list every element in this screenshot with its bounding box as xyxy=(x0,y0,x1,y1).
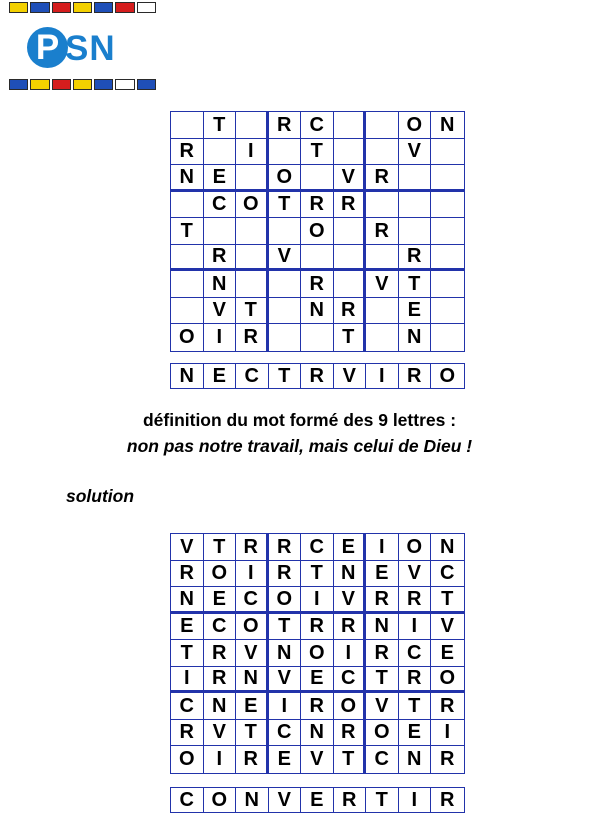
solution-grid-cell: I xyxy=(236,561,269,588)
solution-grid xyxy=(170,533,465,774)
solution-grid-cell: V xyxy=(334,587,367,614)
puzzle-letter-cell: I xyxy=(366,364,399,388)
puzzle-grid-cell: N xyxy=(204,271,237,298)
solution-grid-cell: T xyxy=(399,693,432,720)
puzzle-grid-cell xyxy=(366,298,399,325)
puzzle-grid-cell xyxy=(431,245,464,272)
solution-grid-cell: R xyxy=(334,720,367,747)
solution-grid-cell: C xyxy=(399,640,432,667)
signal-flag-icon xyxy=(137,79,156,90)
solution-grid-cell: C xyxy=(269,720,302,747)
solution-grid-cell: V xyxy=(269,667,302,694)
puzzle-grid-cell xyxy=(431,165,464,192)
solution-grid-cell: R xyxy=(431,693,464,720)
signal-flag-icon xyxy=(137,2,156,13)
puzzle-grid-cell: R xyxy=(366,218,399,245)
solution-grid-cell: O xyxy=(269,587,302,614)
puzzle-grid-cell: V xyxy=(269,245,302,272)
solution-grid-cell: O xyxy=(431,667,464,694)
solution-word-letter-cell: R xyxy=(440,789,455,811)
puzzle-grid-cell xyxy=(366,245,399,272)
solution-grid-cell: R xyxy=(171,720,204,747)
puzzle-grid-cell: T xyxy=(171,218,204,245)
puzzle-letter-cell: T xyxy=(269,364,302,388)
puzzle-grid-cell: R xyxy=(399,245,432,272)
solution-grid-cell: T xyxy=(171,640,204,667)
puzzle-grid-cell xyxy=(399,218,432,245)
puzzle-grid-cell: R xyxy=(171,139,204,166)
solution-grid-cell: O xyxy=(171,746,204,773)
solution-grid-cell: R xyxy=(399,667,432,694)
solution-word-letter-cell: E xyxy=(301,788,334,812)
puzzle-grid-cell xyxy=(204,218,237,245)
puzzle-grid-cell: V xyxy=(334,165,367,192)
puzzle-letter-cell: N xyxy=(171,364,204,388)
puzzle-letters-strip xyxy=(170,363,465,389)
signal-flag-icon xyxy=(73,2,92,13)
puzzle-letter-cell: C xyxy=(236,364,269,388)
solution-grid-cell: R xyxy=(269,534,302,561)
solution-grid-cell: E xyxy=(431,640,464,667)
solution-grid-cell: O xyxy=(366,720,399,747)
solution-word-letter-cell: C xyxy=(171,788,204,812)
definition-line1: définition du mot formé des 9 lettres : xyxy=(142,410,457,430)
solution-grid-cell: N xyxy=(301,720,334,747)
puzzle-grid-cell: N xyxy=(399,324,432,351)
puzzle-grid-cell: R xyxy=(334,192,367,219)
solution-grid-cell: V xyxy=(399,561,432,588)
solution-grid-cell: C xyxy=(236,587,269,614)
solution-grid-cell: R xyxy=(440,748,455,771)
solution-grid-cell: T xyxy=(269,614,302,641)
puzzle-grid-cell: N xyxy=(171,165,204,192)
puzzle-grid-cell: T xyxy=(399,271,432,298)
puzzle-grid-cell xyxy=(366,139,399,166)
solution-grid-cell: R xyxy=(269,561,302,588)
puzzle-grid-cell xyxy=(431,218,464,245)
signal-flag-icon xyxy=(9,79,28,90)
puzzle-grid-cell xyxy=(236,245,269,272)
puzzle-grid-cell xyxy=(236,271,269,298)
solution-grid-cell: V xyxy=(236,640,269,667)
solution-grid-cell: R xyxy=(301,693,334,720)
puzzle-grid-cell: O xyxy=(269,165,302,192)
solution-grid-cell: I xyxy=(301,587,334,614)
puzzle-grid-cell: R xyxy=(236,324,269,351)
puzzle-grid-cell: O xyxy=(171,324,204,351)
solution-grid-cell: N xyxy=(366,614,399,641)
solution-grid-cell: C xyxy=(334,667,367,694)
puzzle-grid-cell xyxy=(171,298,204,325)
puzzle-grid-cell: T xyxy=(204,112,237,139)
puzzle-grid-cell xyxy=(431,139,464,166)
signal-flags-top xyxy=(9,2,156,13)
solution-grid-cell: R xyxy=(366,587,399,614)
puzzle-grid-cell: N xyxy=(301,298,334,325)
puzzle-grid-cell xyxy=(334,271,367,298)
solution-grid-cell: R xyxy=(366,640,399,667)
puzzle-grid-cell: R xyxy=(301,192,334,219)
solution-grid-cell: N xyxy=(236,667,269,694)
solution-grid-cell: R xyxy=(204,640,237,667)
solution-grid-cell: E xyxy=(236,693,269,720)
signal-flag-icon xyxy=(52,79,71,90)
solution-word-letter-cell: V xyxy=(269,788,302,812)
puzzle-grid-cell: R xyxy=(334,298,367,325)
signal-flag-icon xyxy=(94,2,113,13)
solution-grid-cell: V xyxy=(204,720,237,747)
solution-grid-cell: O xyxy=(399,534,432,561)
puzzle-grid-cell xyxy=(269,271,302,298)
solution-grid-cell: C xyxy=(301,534,334,561)
solution-grid-cell: V xyxy=(431,614,464,641)
solution-grid-cell: E xyxy=(399,720,432,747)
puzzle-grid-cell xyxy=(236,218,269,245)
solution-grid-cell: R xyxy=(399,587,432,614)
puzzle-grid-cell xyxy=(431,324,464,351)
solution-grid-cell: C xyxy=(204,614,237,641)
puzzle-grid-cell xyxy=(171,192,204,219)
puzzle-grid-cell xyxy=(334,112,367,139)
puzzle-grid xyxy=(170,111,465,352)
puzzle-grid-cell xyxy=(171,245,204,272)
puzzle-grid-cell xyxy=(236,165,269,192)
solution-grid-cell: C xyxy=(171,693,204,720)
solution-grid-cell: R xyxy=(334,614,367,641)
signal-flag-icon xyxy=(52,2,71,13)
solution-grid-cell: I xyxy=(366,534,399,561)
puzzle-grid-cell: N xyxy=(431,112,464,139)
solution-grid-cell: R xyxy=(204,667,237,694)
solution-grid-cell: E xyxy=(204,587,237,614)
puzzle-grid-cell: O xyxy=(301,218,334,245)
puzzle-grid-cell xyxy=(171,112,204,139)
puzzle-grid-cell xyxy=(301,324,334,351)
puzzle-grid-cell xyxy=(269,324,302,351)
puzzle-grid-cell: R xyxy=(301,271,334,298)
logo-mark xyxy=(9,15,156,76)
solution-grid-cell: N xyxy=(334,561,367,588)
solution-grid-cell: N xyxy=(171,587,204,614)
puzzle-grid-cell: V xyxy=(399,139,432,166)
solution-label: solution xyxy=(66,486,135,506)
solution-grid-cell: T xyxy=(301,561,334,588)
solution-word-letter-cell: I xyxy=(399,788,432,812)
solution-grid-cell: N xyxy=(431,534,464,561)
puzzle-grid-cell: I xyxy=(236,139,269,166)
puzzle-grid-cell xyxy=(269,298,302,325)
puzzle-grid-cell: V xyxy=(204,298,237,325)
solution-grid-cell: I xyxy=(171,667,204,694)
puzzle-grid-cell xyxy=(204,139,237,166)
solution-grid-cell: C xyxy=(366,746,399,773)
puzzle-grid-cell xyxy=(301,165,334,192)
puzzle-letter-cell: R xyxy=(301,364,334,388)
solution-grid-cell: E xyxy=(269,746,302,773)
puzzle-letter-cell: R xyxy=(399,364,432,388)
puzzle-grid-cell: I xyxy=(204,324,237,351)
solution-grid-cell: O xyxy=(334,693,367,720)
puzzle-grid-cell: R xyxy=(269,112,302,139)
solution-grid-cell: E xyxy=(301,667,334,694)
solution-grid-cell: E xyxy=(334,534,367,561)
puzzle-grid-cell: R xyxy=(366,165,399,192)
solution-word-letter-cell: T xyxy=(366,788,399,812)
puzzle-grid-cell xyxy=(269,218,302,245)
solution-grid-cell: O xyxy=(236,614,269,641)
solution-word-letter-cell: N xyxy=(236,788,269,812)
signal-flag-icon xyxy=(73,79,92,90)
solution-grid-cell: I xyxy=(269,693,302,720)
solution-grid-cell: E xyxy=(366,561,399,588)
puzzle-grid-cell xyxy=(366,192,399,219)
solution-grid-cell: V xyxy=(366,693,399,720)
definition-line2: non pas notre travail, mais celui de Dieu ! xyxy=(126,436,473,456)
solution-grid-cell: R xyxy=(236,746,269,773)
signal-flag-icon xyxy=(115,79,134,90)
puzzle-letter-cell: V xyxy=(334,364,367,388)
puzzle-grid-cell: C xyxy=(204,192,237,219)
solution-grid-cell: R xyxy=(301,614,334,641)
puzzle-grid-cell: T xyxy=(301,139,334,166)
puzzle-grid-cell: E xyxy=(204,165,237,192)
solution-grid-cell: I xyxy=(431,720,464,747)
puzzle-grid-cell xyxy=(399,192,432,219)
puzzle-grid-cell xyxy=(334,218,367,245)
puzzle-grid-cell xyxy=(431,192,464,219)
solution-grid-cell: N xyxy=(399,746,432,773)
solution-grid-cell: O xyxy=(204,561,237,588)
signal-flag-icon xyxy=(30,2,49,13)
puzzle-grid-cell: T xyxy=(236,298,269,325)
puzzle-grid-cell xyxy=(431,298,464,325)
puzzle-grid-cell: E xyxy=(399,298,432,325)
puzzle-grid-cell xyxy=(171,271,204,298)
solution-word-strip xyxy=(170,787,465,813)
solution-grid-cell: T xyxy=(236,720,269,747)
solution-word-letter-cell: O xyxy=(204,788,237,812)
puzzle-grid-cell xyxy=(366,324,399,351)
solution-grid-cell: C xyxy=(431,561,464,588)
solution-grid-cell: T xyxy=(366,667,399,694)
puzzle-grid-cell: O xyxy=(399,112,432,139)
puzzle-grid-cell: C xyxy=(301,112,334,139)
signal-flags-bottom xyxy=(9,79,156,90)
puzzle-grid-cell: T xyxy=(334,324,367,351)
puzzle-grid-cell xyxy=(334,245,367,272)
puzzle-grid-cell: O xyxy=(236,192,269,219)
puzzle-grid-cell: R xyxy=(204,245,237,272)
solution-grid-cell: I xyxy=(204,746,237,773)
puzzle-grid-cell xyxy=(431,271,464,298)
puzzle-grid-cell: T xyxy=(269,192,302,219)
solution-grid-cell: E xyxy=(171,614,204,641)
puzzle-grid-cell xyxy=(366,112,399,139)
signal-flag-icon xyxy=(94,79,113,90)
solution-grid-cell: O xyxy=(301,640,334,667)
solution-grid-cell: I xyxy=(399,614,432,641)
puzzle-grid-cell xyxy=(301,245,334,272)
puzzle-grid-cell xyxy=(399,165,432,192)
puzzle-grid-cell xyxy=(269,139,302,166)
solution-grid-cell: R xyxy=(236,534,269,561)
logo-text: SN xyxy=(65,29,116,68)
solution-grid-cell: R xyxy=(171,561,204,588)
puzzle-grid-cell: V xyxy=(366,271,399,298)
solution-grid-cell: I xyxy=(334,640,367,667)
signal-flag-icon xyxy=(30,79,49,90)
puzzle-grid-cell xyxy=(236,112,269,139)
solution-grid-cell: T xyxy=(431,587,464,614)
signal-flag-icon xyxy=(9,2,28,13)
solution-grid-cell: T xyxy=(334,746,367,773)
signal-flag-icon xyxy=(115,2,134,13)
puzzle-letter-cell: O xyxy=(439,365,456,387)
solution-grid-cell: T xyxy=(204,534,237,561)
solution-grid-cell: N xyxy=(204,693,237,720)
logo-p-circle: P xyxy=(27,27,68,68)
puzzle-letter-cell: E xyxy=(204,364,237,388)
solution-grid-cell: V xyxy=(171,534,204,561)
psn-logo xyxy=(9,2,156,90)
puzzle-grid-cell xyxy=(334,139,367,166)
solution-grid-cell: V xyxy=(301,746,334,773)
solution-word-letter-cell: R xyxy=(334,788,367,812)
solution-grid-cell: N xyxy=(269,640,302,667)
